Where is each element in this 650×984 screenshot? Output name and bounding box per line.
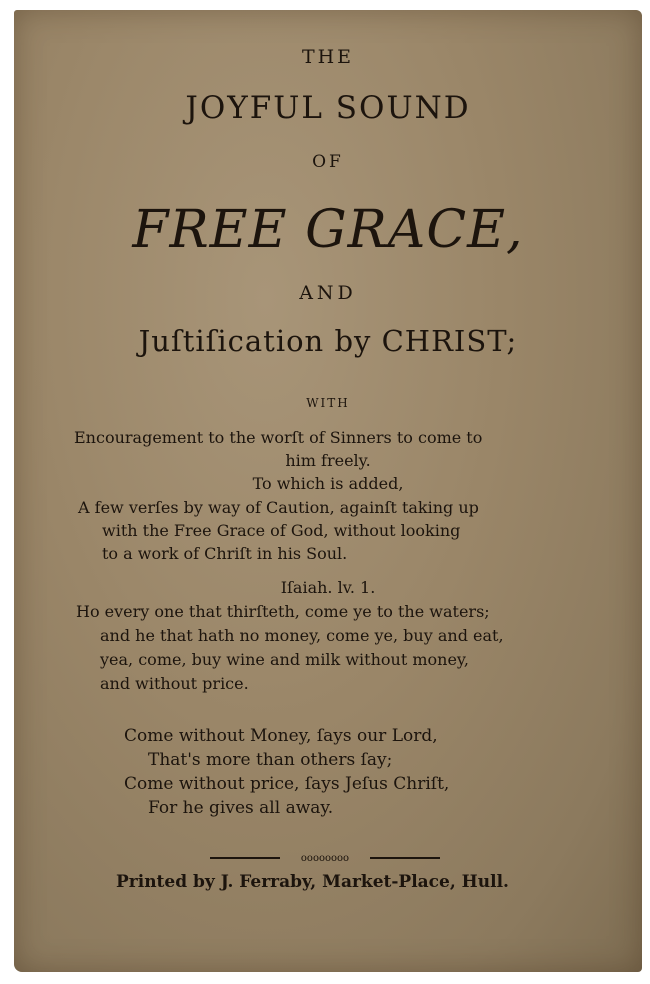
verse-line: Come without Money, ſays our Lord, (124, 726, 438, 746)
title-free-grace: FREE GRACE, (132, 200, 524, 260)
title-with: WITH (306, 396, 350, 410)
title-and: AND (299, 282, 357, 304)
ornamental-rule (210, 854, 440, 862)
subtitle-line: To which is added, (252, 474, 404, 493)
subtitle-line: him freely. (285, 451, 371, 470)
subtitle-line: Encouragement to the worſt of Sinners to come to (74, 428, 483, 447)
title-joyful-sound: JOYFUL SOUND (185, 90, 471, 126)
subtitle-line: with the Free Grace of God, without looking (102, 521, 461, 540)
verse-line: For he gives all away. (148, 798, 334, 818)
ornament-text: oooooooo (300, 854, 350, 862)
title-the: THE (301, 46, 355, 68)
title-page (14, 10, 642, 972)
subtitle-line: to a work of Chriſt in his Soul. (102, 544, 348, 563)
scripture-line: yea, come, buy wine and milk without money, (100, 650, 469, 669)
verse-line: That's more than others ſay; (148, 750, 393, 770)
scripture-reference: Iſaiah. lv. 1. (280, 578, 376, 597)
verse-line: Come without price, ſays Jeſus Chriſt, (124, 774, 450, 794)
subtitle-line: A few verſes by way of Caution, againſt taking up (78, 498, 479, 517)
scripture-line: and without price. (100, 674, 249, 693)
title-justification: Juſtiſication by CHRIST; (138, 324, 518, 358)
title-of: OF (312, 152, 344, 172)
scripture-line: Ho every one that thirſteth, come ye to the waters; (76, 602, 490, 621)
scripture-line: and he that hath no money, come ye, buy and eat, (100, 626, 504, 645)
imprint: Printed by J. Ferraby, Market-Place, Hull. (116, 872, 509, 892)
